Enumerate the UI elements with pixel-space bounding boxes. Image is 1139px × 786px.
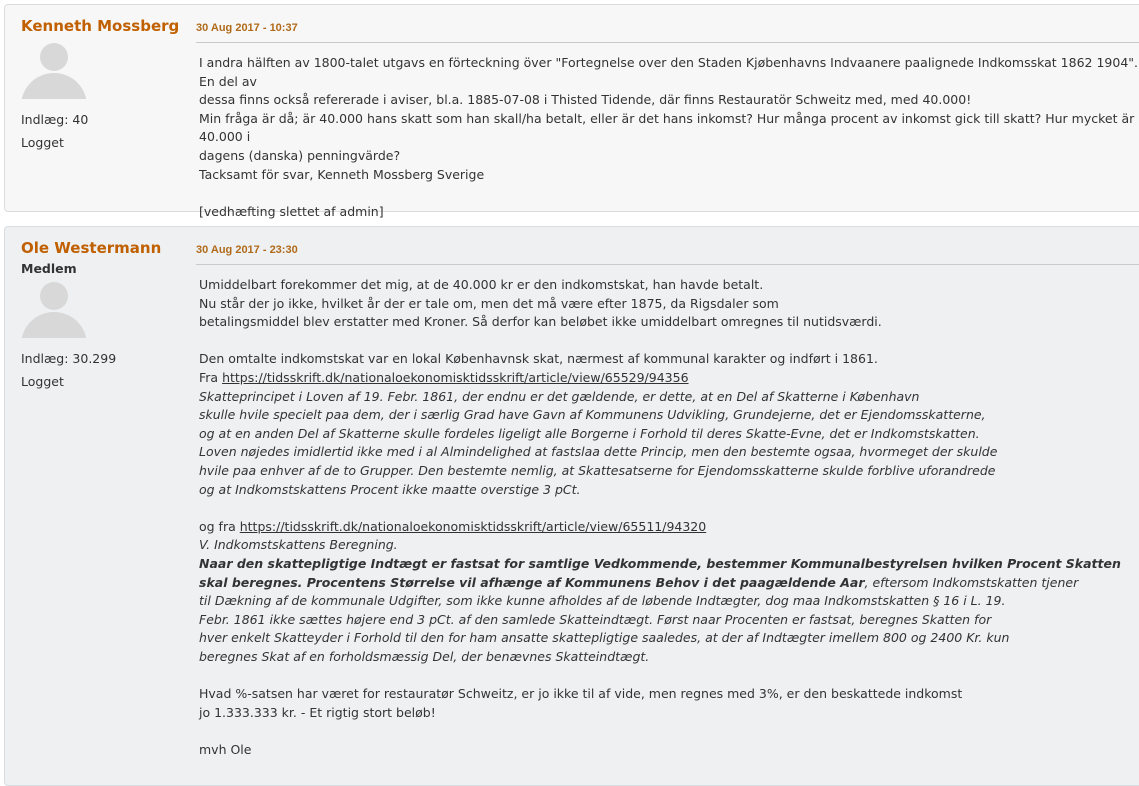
body-line: betalingsmiddel blev erstatter med Kroner. Så derfor kan beløbet ikke umiddelbart omregnes til nutidsværdi. xyxy=(199,314,882,330)
author-rank: Medlem xyxy=(21,261,77,276)
source-prefix: og fra xyxy=(199,518,240,534)
post-body xyxy=(199,276,1139,759)
quote-line: skulle hvile specielt paa dem, der i særlig Grad have Gavn af Kommunens Udvikling, Grundejerne, det er Ejendomsskatterne, xyxy=(199,407,986,423)
quote-line: og at en anden Del af Skatterne skulle fordeles ligeligt alle Borgerne i Forhold til deres Skatte-Evne, det er Indkomstskatten. xyxy=(199,425,980,441)
body-line: Tacksamt för svar, Kenneth Mossberg Sverige xyxy=(199,166,485,182)
avatar xyxy=(21,282,87,338)
quote-bold-line: Naar den skattepligtige Indtægt er fastsat for samtlige Vedkommende, bestemmer Kommunalbestyrelsen hvilken Procent Skatten xyxy=(199,555,1121,571)
online-status: Logget xyxy=(21,374,64,389)
body-line: Nu står der jo ikke, hvilket år der er tale om, men det må være efter 1875, da Rigsdaler som xyxy=(199,295,779,311)
author-name[interactable]: Ole Westermann xyxy=(21,239,162,257)
body-line: dessa finns också refererade i aviser, bl.a. 1885-07-08 i Thisted Tidende, där finns Restauratör Schweitz med, med 40.000! xyxy=(199,92,972,108)
quote-fragment: , eftersom Indkomstskatten tjener xyxy=(864,574,1079,590)
forum-post xyxy=(4,4,1139,219)
source-link-2[interactable]: https://tidsskrift.dk/nationaloekonomisktidsskrift/article/view/65511/94320 xyxy=(239,518,707,534)
attachment-deleted-note: [vedhæfting slettet af admin] xyxy=(199,203,384,219)
quote-line: Skatteprincipet i Loven af 19. Febr. 1861, der endnu er det gældende, er dette, at en Del af Skatterne i København xyxy=(199,388,920,404)
body-line: dagens (danska) penningvärde? xyxy=(199,147,401,163)
body-line: Den omtalte indkomstskat var en lokal Københavnsk skat, nærmest af kommunal karakter og indført i 1861. xyxy=(199,351,878,367)
post-date[interactable]: 30 Aug 2017 - 23:30 xyxy=(196,244,1139,265)
quote-line: og at Indkomstskattens Procent ikke maatte overstige 3 pCt. xyxy=(199,481,581,497)
quote-line: Loven nøjedes imidlertid ikke med i al Almindelighed at fastslaa dette Princip, men den bestemte ogsaa, hvormeget der skulde xyxy=(199,444,998,460)
signature: mvh Ole xyxy=(199,741,252,757)
author-panel xyxy=(21,17,186,150)
quote-mixed-line xyxy=(199,574,1139,593)
quote-line: hvile paa enhver af de to Grupper. Den bestemte nemlig, at Skattesatserne for Ejendomsskatterne skulde forblive uforandrede xyxy=(199,462,996,478)
quote-line: til Dækning af de kommunale Udgifter, som ikke kunne afholdes af de løbende Indtægter, dog maa Indkomstskatten § 16 i L. 19. xyxy=(199,593,1006,609)
body-line: jo 1.333.333 kr. - Et rigtig stort beløb! xyxy=(199,704,436,720)
avatar-body-shape xyxy=(21,312,87,338)
avatar-head-shape xyxy=(40,43,68,71)
avatar xyxy=(21,43,87,99)
avatar-body-shape xyxy=(21,73,87,99)
post-count: Indlæg: 30.299 xyxy=(21,351,117,366)
source-link-1[interactable]: https://tidsskrift.dk/nationaloekonomisktidsskrift/article/view/65529/94356 xyxy=(222,369,689,385)
online-status: Logget xyxy=(21,135,64,150)
post-body xyxy=(199,54,1139,221)
post-count: Indlæg: 40 xyxy=(21,112,89,127)
source-prefix: Fra xyxy=(199,369,223,385)
source-line xyxy=(199,369,1139,388)
post-date[interactable]: 30 Aug 2017 - 10:37 xyxy=(196,22,1139,43)
body-line: I andra hälften av 1800-talet utgavs en förteckning över "Fortegnelse over den Staden Kjøbenhavns Indvaanere paalignede Indkomsskat 1862 1904". En del av xyxy=(199,55,1138,89)
body-line: Min fråga är då; är 40.000 hans skatt som han skall/ha betalt, eller är det hans inkomst? Hur många procent av inkomst gick till skatt? Hur mycket är 40.000 i xyxy=(199,110,1135,145)
post-content xyxy=(196,5,1139,221)
quote-line: Febr. 1861 ikke sættes højere end 3 pCt. af den samlede Skatteindtægt. Først naar Procenten er fastsat, beregnes Skatten for xyxy=(199,611,992,627)
quote-line: hver enkelt Skatteyder i Forhold til den for ham ansatte skattepligtige saaledes, at der af Indtægter imellem 800 og 2400 Kr. kun xyxy=(199,630,1010,646)
forum-post xyxy=(4,226,1139,786)
post-content xyxy=(196,227,1139,759)
author-panel xyxy=(21,239,186,389)
body-line: Umiddelbart forekommer det mig, at de 40.000 kr er den indkomstskat, han havde betalt. xyxy=(199,277,764,292)
quote-bold-fragment: skal beregnes. Procentens Størrelse vil afhænge af Kommunens Behov i det paagældende Aar xyxy=(199,574,865,590)
quote-line: beregnes Skat af en forholdsmæssig Del, der benævnes Skatteindtægt. xyxy=(199,648,650,664)
avatar-head-shape xyxy=(40,282,68,310)
body-line: Hvad %-satsen har været for restauratør Schweitz, er jo ikke til af vide, men regnes med 3%, er den beskattede indkomst xyxy=(199,686,963,702)
quote-heading: V. Indkomstskattens Beregning. xyxy=(199,537,398,553)
source-line xyxy=(199,518,1139,537)
author-name[interactable]: Kenneth Mossberg xyxy=(21,17,180,35)
